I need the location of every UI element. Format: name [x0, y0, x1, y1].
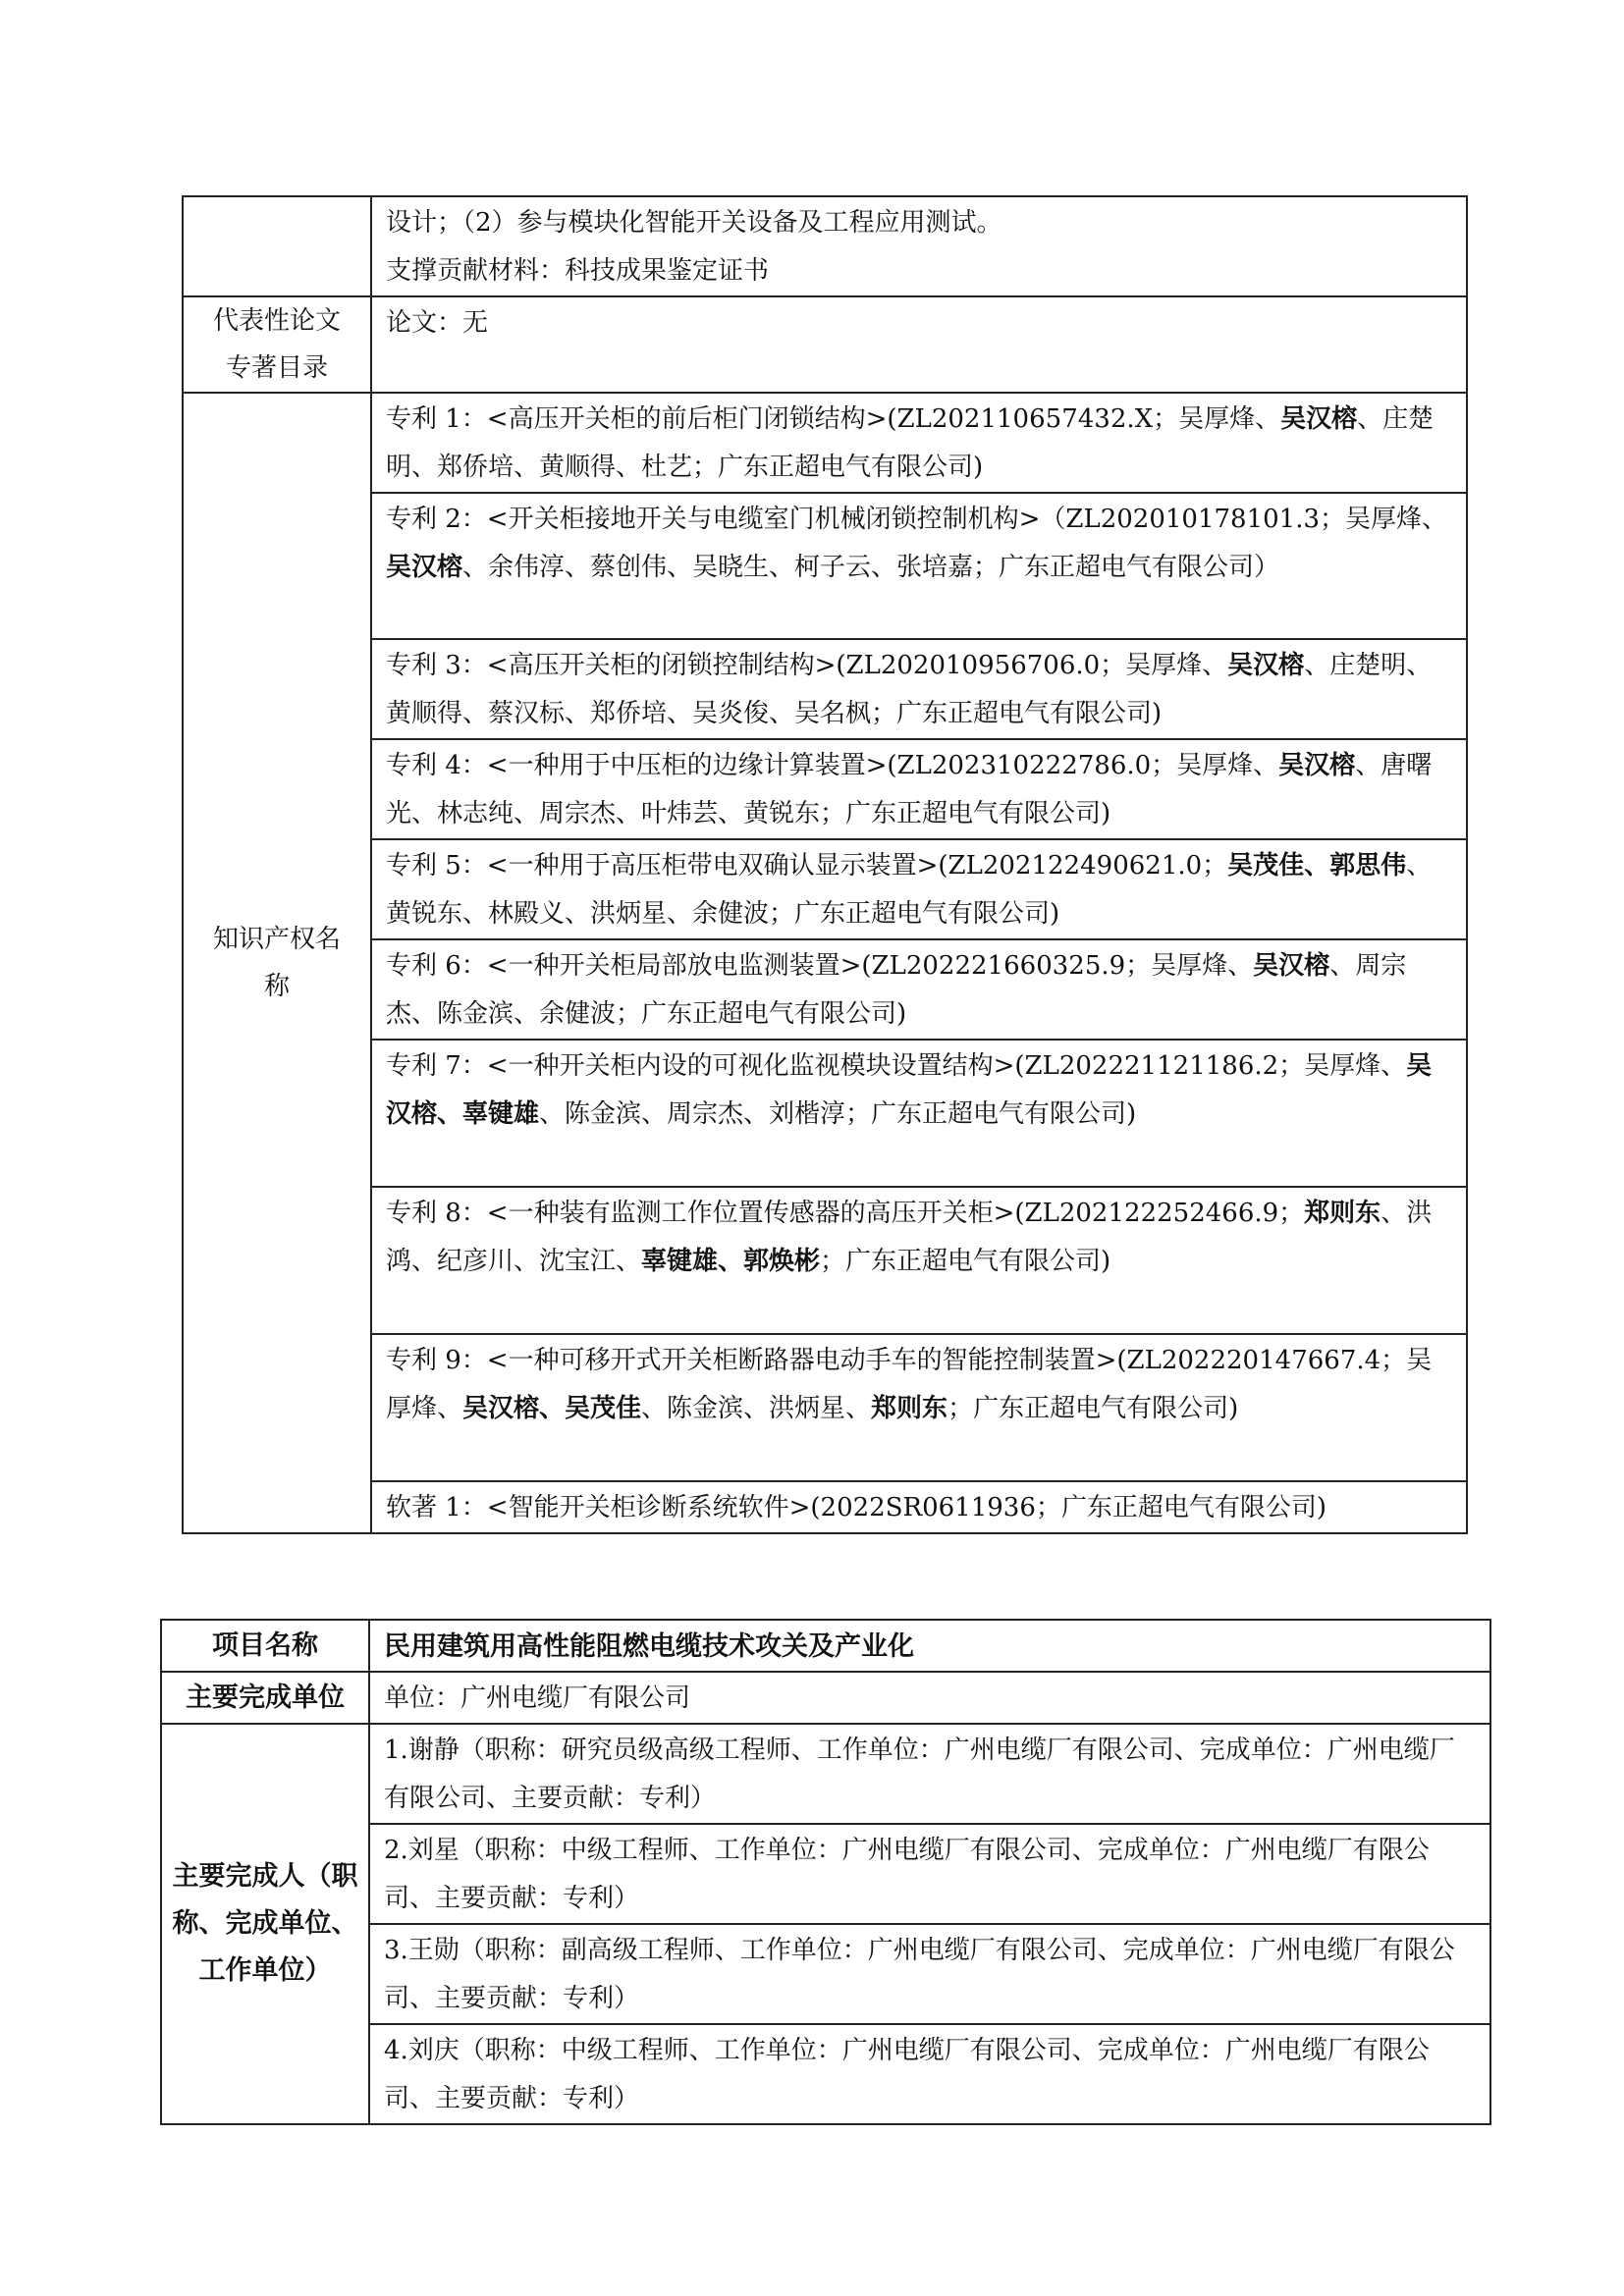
highlighted-inventor: 吴汉榕 [386, 553, 463, 582]
persons-label-text: 主要完成人（职称、完成单位、工作单位） [172, 1861, 358, 1986]
highlighted-inventor: 郑则东 [1304, 1199, 1381, 1228]
ip-item [371, 493, 1467, 639]
papers-content: 论文：无 [371, 296, 1467, 393]
highlighted-inventor: 郑则东 [871, 1394, 948, 1423]
papers-label-text: 代表性论文专著目录 [212, 306, 341, 383]
ip-text: 、唐曙光、林志纯、周宗杰、叶炜芸、黄锐东；广东正超电气有限公司) [386, 751, 1433, 828]
ip-text: 、庄楚明、黄顺得、蔡汉标、郑侨培、吴炎俊、吴名枫；广东正超电气有限公司) [386, 651, 1433, 728]
ip-item [371, 939, 1467, 1040]
ip-text: 专利 7：<一种开关柜内设的可视化监视模块设置结构>(ZL202221121186.2；吴厚烽、 [386, 1051, 1407, 1081]
ip-item [371, 839, 1467, 939]
ip-text: 专利 8：<一种装有监测工作位置传感器的高压开关柜>(ZL202122252466.9； [386, 1199, 1305, 1228]
ip-text: ；广东正超电气有限公司) [947, 1394, 1239, 1423]
unit-label: 主要完成单位 [161, 1672, 369, 1724]
project-table [160, 1619, 1491, 2125]
highlighted-inventor: 吴茂佳、郭思伟 [1227, 851, 1407, 881]
ip-text: 专利 6：<一种开关柜局部放电监测装置>(ZL202221660325.9；吴厚烽、 [386, 951, 1254, 981]
ip-text: 、余伟淳、蔡创伟、吴晓生、柯子云、张培嘉；广东正超电气有限公司） [462, 553, 1280, 582]
highlighted-inventor: 吴汉榕、辜键雄 [386, 1051, 1433, 1129]
highlighted-inventor: 吴汉榕 [1227, 651, 1305, 680]
highlighted-inventor: 辜键雄、郭焕彬 [641, 1247, 821, 1276]
person-item: 4.刘庆（职称：中级工程师、工作单位：广州电缆厂有限公司、完成单位：广州电缆厂有限公司、主要贡献：专利） [369, 2024, 1490, 2124]
ip-text: 、陈金滨、周宗杰、刘楷淳；广东正超电气有限公司) [539, 1099, 1137, 1129]
person-item: 3.王勋（职称：副高级工程师、工作单位：广州电缆厂有限公司、完成单位：广州电缆厂有限公司、主要贡献：专利） [369, 1924, 1490, 2024]
ip-item [371, 639, 1467, 739]
continuation-label-cell [183, 196, 371, 296]
person-item: 1.谢静（职称：研究员级高级工程师、工作单位：广州电缆厂有限公司、完成单位：广州电缆厂有限公司、主要贡献：专利） [369, 1724, 1490, 1824]
ip-text: 专利 4：<一种用于中压柜的边缘计算装置>(ZL202310222786.0；吴厚烽、 [386, 751, 1279, 780]
ip-text: 专利 3：<高压开关柜的闭锁控制结构>(ZL202010956706.0；吴厚烽、 [386, 651, 1228, 680]
persons-label [161, 1724, 369, 2124]
unit-value: 单位：广州电缆厂有限公司 [369, 1672, 1490, 1724]
highlighted-inventor: 吴汉榕、吴茂佳 [462, 1394, 642, 1423]
project-name-label: 项目名称 [161, 1620, 369, 1672]
ip-text: 、陈金滨、洪炳星、 [641, 1394, 872, 1423]
ip-text: 专利 1：<高压开关柜的前后柜门闭锁结构>(ZL202110657432.X；吴厚烽、 [386, 404, 1281, 434]
ip-item [371, 1334, 1467, 1481]
highlighted-inventor: 吴汉榕 [1278, 751, 1356, 780]
ip-item [371, 739, 1467, 839]
papers-label [183, 296, 371, 393]
ip-text: 、周宗杰、陈金滨、余健波；广东正超电气有限公司) [386, 951, 1407, 1029]
ip-text: ；广东正超电气有限公司) [820, 1247, 1111, 1276]
highlighted-inventor: 吴汉榕 [1280, 404, 1358, 434]
ip-item [371, 1187, 1467, 1334]
project-name: 民用建筑用高性能阻燃电缆技术攻关及产业化 [369, 1620, 1490, 1672]
ip-text: 、洪鸿、纪彦川、沈宝江、 [386, 1199, 1433, 1276]
continuation-line: 设计；（2）参与模块化智能开关设备及工程应用测试。 [386, 208, 1002, 238]
ip-item [371, 1040, 1467, 1187]
ip-text: 专利 2：<开关柜接地开关与电缆室门机械闭锁控制机构>（ZL202010178101.3；吴厚烽、 [386, 505, 1448, 534]
ip-item [371, 1481, 1467, 1533]
person-item: 2.刘星（职称：中级工程师、工作单位：广州电缆厂有限公司、完成单位：广州电缆厂有限公司、主要贡献：专利） [369, 1824, 1490, 1924]
ip-item [371, 393, 1467, 493]
ip-text: 、庄楚明、郑侨培、黄顺得、杜艺；广东正超电气有限公司) [386, 404, 1435, 482]
ip-table [182, 195, 1468, 1534]
ip-text: 、黄锐东、林殿义、洪炳星、余健波；广东正超电气有限公司) [386, 851, 1433, 929]
highlighted-inventor: 吴汉榕 [1253, 951, 1330, 981]
ip-label-text: 知识产权名称 [212, 925, 341, 1001]
continuation-content-cell [371, 196, 1467, 296]
ip-text: 专利 5：<一种用于高压柜带电双确认显示装置>(ZL202122490621.0； [386, 851, 1228, 881]
ip-label [183, 393, 371, 1533]
continuation-line: 支撑贡献材料：科技成果鉴定证书 [386, 256, 770, 286]
ip-text: 专利 9：<一种可移开式开关柜断路器电动手车的智能控制装置>(ZL202220147667.4；吴厚烽、 [386, 1346, 1433, 1423]
ip-text: 软著 1：<智能开关柜诊断系统软件>(2022SR0611936；广东正超电气有限公司) [386, 1493, 1327, 1522]
